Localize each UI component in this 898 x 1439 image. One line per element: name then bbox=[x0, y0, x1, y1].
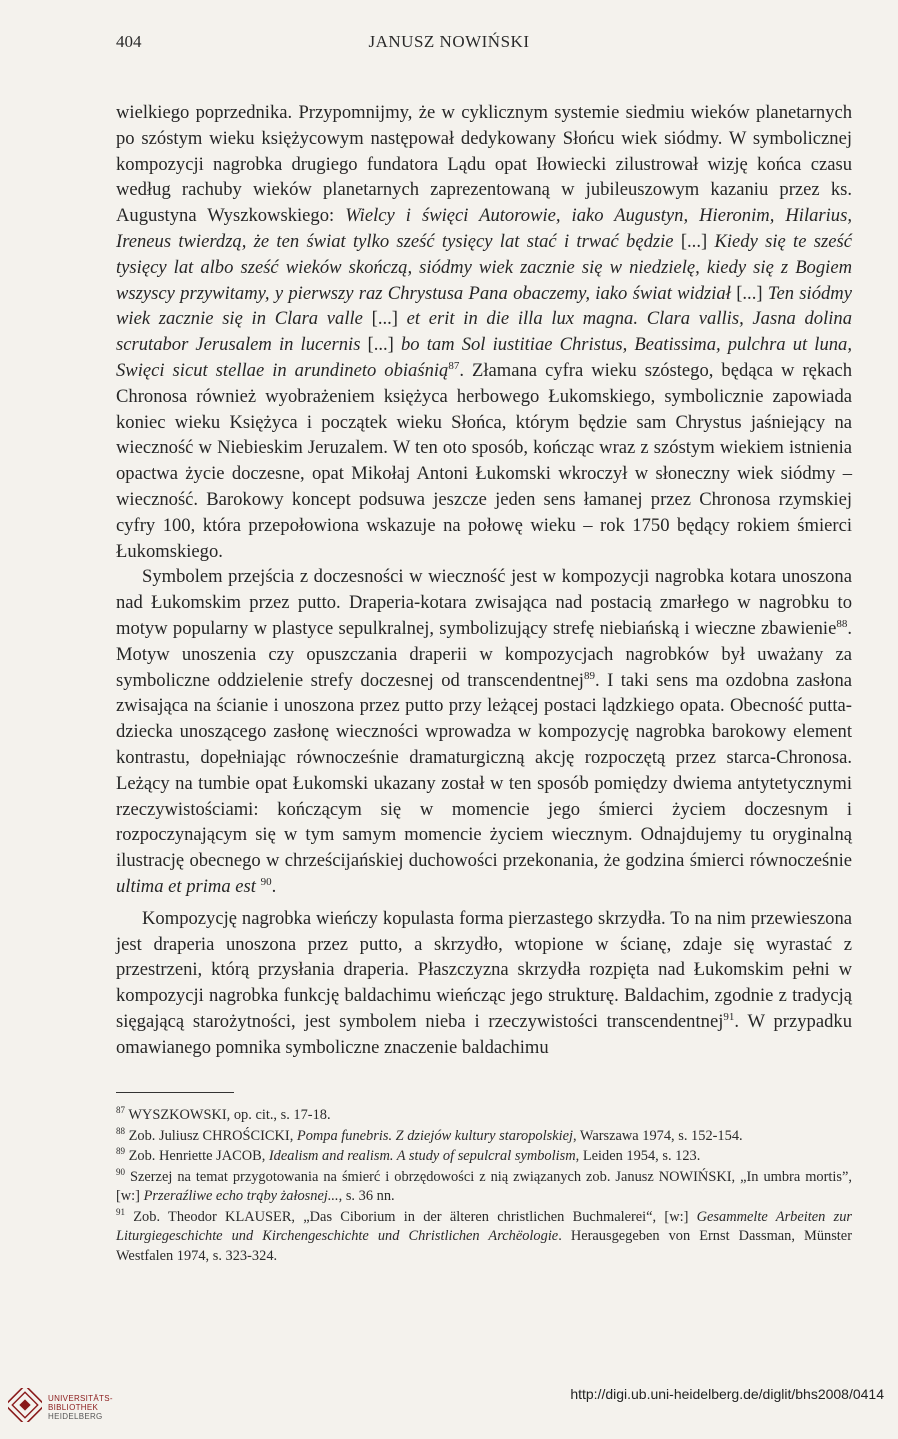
footnote-ref[interactable]: 91 bbox=[723, 1010, 735, 1023]
footnote-text: WYSZKOWSKI, op. cit., s. 17-18. bbox=[125, 1107, 331, 1123]
footnote-ref[interactable]: 90 bbox=[260, 875, 272, 888]
footnote-87 bbox=[116, 1106, 852, 1126]
footnote-89 bbox=[116, 1147, 852, 1167]
footnote-ref[interactable]: 88 bbox=[836, 617, 848, 630]
library-logo-text bbox=[48, 1394, 113, 1421]
footnote-text: Szerzej na temat przygotowania na śmierć i obrzędowości z nią związanych zob. Janusz NOWIŃSKI, „In umbra mortis”, [w:] bbox=[116, 1168, 852, 1204]
library-logo[interactable] bbox=[8, 1388, 118, 1422]
footnote-text: , Warszawa 1974, s. 152-154. bbox=[572, 1127, 743, 1144]
text-run: . I taki sens ma ozdobna zasłona zwisająca na ścianie i unoszona przez putto przy leżącej postaci lądzkiego opata. Obecność putta-dziecka unoszącego zasłonę wieczności wprowadza w kompozycję nagrobka barokowy element kontrastu, dopełniając równocześnie dramaturgiczną akcję rozpoczętą przez starca-Chronosa. Leżący na tumbie opat Łukomski ukazany został w ten sposób pomiędzy dwiema antytetycznymi rzeczywistościami: kończącym się w momencie jego śmierci życiem doczesnym i rozpoczynającym się w tym samym momencie życiem wiecznym. Odnajdujemy tu oryginalną ilustrację obecnego w chrześcijańskiej duchowości przekonania, że godzina śmierci równocześnie bbox=[116, 669, 852, 872]
quote-run: Wielcy i święci Autorowie, iako Augustyn, Hieronim, Hilarius, Ireneus twierdzą, że ten świat tylko sześć tysięcy lat stać i trwać będzie bbox=[116, 205, 852, 252]
footnote-90 bbox=[116, 1168, 852, 1207]
footnote-text: Zob. Theodor KLAUSER, „Das Ciborium in der älteren christlichen Buchmalerei“, [w:] bbox=[125, 1208, 697, 1225]
footnote-title: Przeraźliwe echo trąby żałosnej... bbox=[143, 1188, 339, 1204]
page-number: 404 bbox=[116, 32, 142, 51]
source-url-link[interactable]: http://digi.ub.uni-heidelberg.de/diglit/bhs2008/0414 bbox=[570, 1386, 884, 1402]
footnotes bbox=[116, 1106, 852, 1267]
footnote-number: 90 bbox=[116, 1166, 125, 1177]
ellipsis: [...] bbox=[362, 308, 407, 330]
footnote-separator bbox=[116, 1092, 234, 1093]
footnote-text: Zob. Juliusz CHROŚCICKI, bbox=[125, 1127, 297, 1144]
footnote-text: . Herausgegeben von Ernst Dassman, Münster Westfalen 1974, s. 323-324. bbox=[116, 1228, 852, 1264]
footnote-text: Zob. Henriette JACOB, bbox=[125, 1148, 269, 1164]
quote-run: Kiedy się te sześć tysięcy lat albo sześć wieków skończą, siódmy wiek zacznie się w niedzielę, kiedy się z Bogiem wszyscy przywitamy, y pierwszy raz Chrystusa Pana obaczemy, iako świat widział bbox=[116, 230, 852, 304]
text-run: . bbox=[271, 875, 277, 897]
library-logo-icon bbox=[8, 1388, 42, 1422]
text-run: . Złamana cyfra wieku szóstego, będąca w rękach Chronosa również wyobrażeniem księżyca herbowego Łukomskiego, symbolicznie zapowiada koniec wieku Księżyca i początek wieku Słońca, którym będzie sam Chrystus jaśniejący na wieczność w Niebieskim Jeruzalem. W ten oto sposób, kończąc wraz z szóstym wiekiem istnienia opactwa życie doczesne, opat Mikołaj Antoni Łukomski wkroczył w słoneczny wiek siódmy – wieczność. Barokowy koncept podsuwa jeszcze jeden sens łamanej przez Chronosa rzymskiej cyfry 100, która przepołowiona wskazuje na połowę wieku – rok 1750 będący rokiem śmierci Łukomskiego. bbox=[116, 359, 852, 562]
footnote-ref[interactable]: 87 bbox=[448, 359, 460, 372]
paragraph-2 bbox=[116, 564, 852, 899]
footnote-number: 91 bbox=[116, 1206, 125, 1217]
ellipsis: [...] bbox=[730, 282, 768, 304]
text-run: Symbolem przejścia z doczesności w wieczność jest w kompozycji nagrobka kotara unoszona nad Łukomskim przez putto. Draperia-kotara zwisająca nad postacią zmarłego w nagrobku to motyw popularny w plastyce sepulkralnej, symbolizujący strefę niebiańską i wieczne zbawienie bbox=[116, 566, 852, 639]
ellipsis: [...] bbox=[360, 334, 401, 356]
quote-run: Ten siódmy wiek zacznie się in Clara valle bbox=[116, 282, 852, 330]
footnote-91 bbox=[116, 1208, 852, 1267]
paragraph-1 bbox=[116, 100, 852, 564]
footnote-number: 89 bbox=[116, 1146, 125, 1157]
footnote-88 bbox=[116, 1127, 852, 1147]
running-head: JANUSZ NOWIŃSKI bbox=[368, 32, 530, 51]
ellipsis: [...] bbox=[673, 230, 715, 252]
footnote-title: Idealism and realism. A study of sepulcral symbolism bbox=[268, 1148, 576, 1164]
footnote-number: 88 bbox=[116, 1125, 125, 1136]
quote-run: et erit in die illa lux magna. Clara vallis, Jasna dolina scrutabor Jerusalem in lucernis bbox=[116, 308, 853, 356]
footnote-number: 87 bbox=[116, 1105, 125, 1116]
text-run: wielkiego poprzednika. Przypomnijmy, że w cyklicznym systemie siedmiu wieków planetarnych po szóstym wieku księżycowym następował dedykowany Słońcu wiek siódmy. W symbolicznej kompozycji nagrobka drugiego fundatora Lądu opat Iłowiecki zilustrował wizję końca czasu według rachuby wieków planetarnych zaprezentowaną w jubileuszowym kazaniu przez ks. Augustyna Wyszkowskiego: bbox=[116, 102, 852, 227]
logo-line: UNIVERSITÄTS- bbox=[48, 1394, 113, 1403]
footnote-text: , s. 36 nn. bbox=[338, 1188, 395, 1204]
quote-run: bo tam Sol iustitiae Christus, Beatissima, pulchra ut luna, Swięci sicut stellae in arundineto obiaśnią bbox=[116, 334, 852, 381]
footnote-title: Pompa funebris. Z dziejów kultury staropolskiej bbox=[296, 1127, 573, 1144]
footnote-text: , Leiden 1954, s. 123. bbox=[575, 1148, 701, 1164]
latin-run: ultima et prima est bbox=[116, 875, 256, 897]
footnote-ref[interactable]: 89 bbox=[583, 669, 595, 682]
text-run: . Motyw unoszenia czy opuszczania draperii w kompozycjach nagrobków był uważany za symboliczne oddzielenie strefy doczesnej od transcendentnej bbox=[116, 617, 852, 691]
paragraph-3 bbox=[116, 906, 852, 1061]
digitization-footer bbox=[0, 1378, 898, 1428]
body-text bbox=[116, 100, 852, 1060]
text-run: . W przypadku omawianego pomnika symboliczne znaczenie baldachimu bbox=[116, 1010, 852, 1058]
footnote-title: Gesammelte Arbeiten zur Liturgiegeschichte und Kirchengeschichte und Christlichen Archëologie bbox=[116, 1208, 853, 1244]
logo-line: BIBLIOTHEK bbox=[48, 1403, 99, 1412]
text-run: Kompozycję nagrobka wieńczy kopulasta forma pierzastego skrzydła. To na nim przewieszona jest draperia unoszona przez putto, a skrzydło, wtopione w ścianę, zdaje się wyrastać z przestrzeni, którą przysłania draperia. Płaszczyzna skrzydła rozpięta nad Łukomskim pełni w kompozycji nagrobka funkcję baldachimu wieńcząc jego strukturę. Baldachim, zgodnie z tradycją sięgającą starożytności, jest symbolem nieba i rzeczywistości transcendentnej bbox=[116, 907, 852, 1032]
logo-line: HEIDELBERG bbox=[48, 1412, 103, 1421]
page-header bbox=[0, 32, 898, 56]
